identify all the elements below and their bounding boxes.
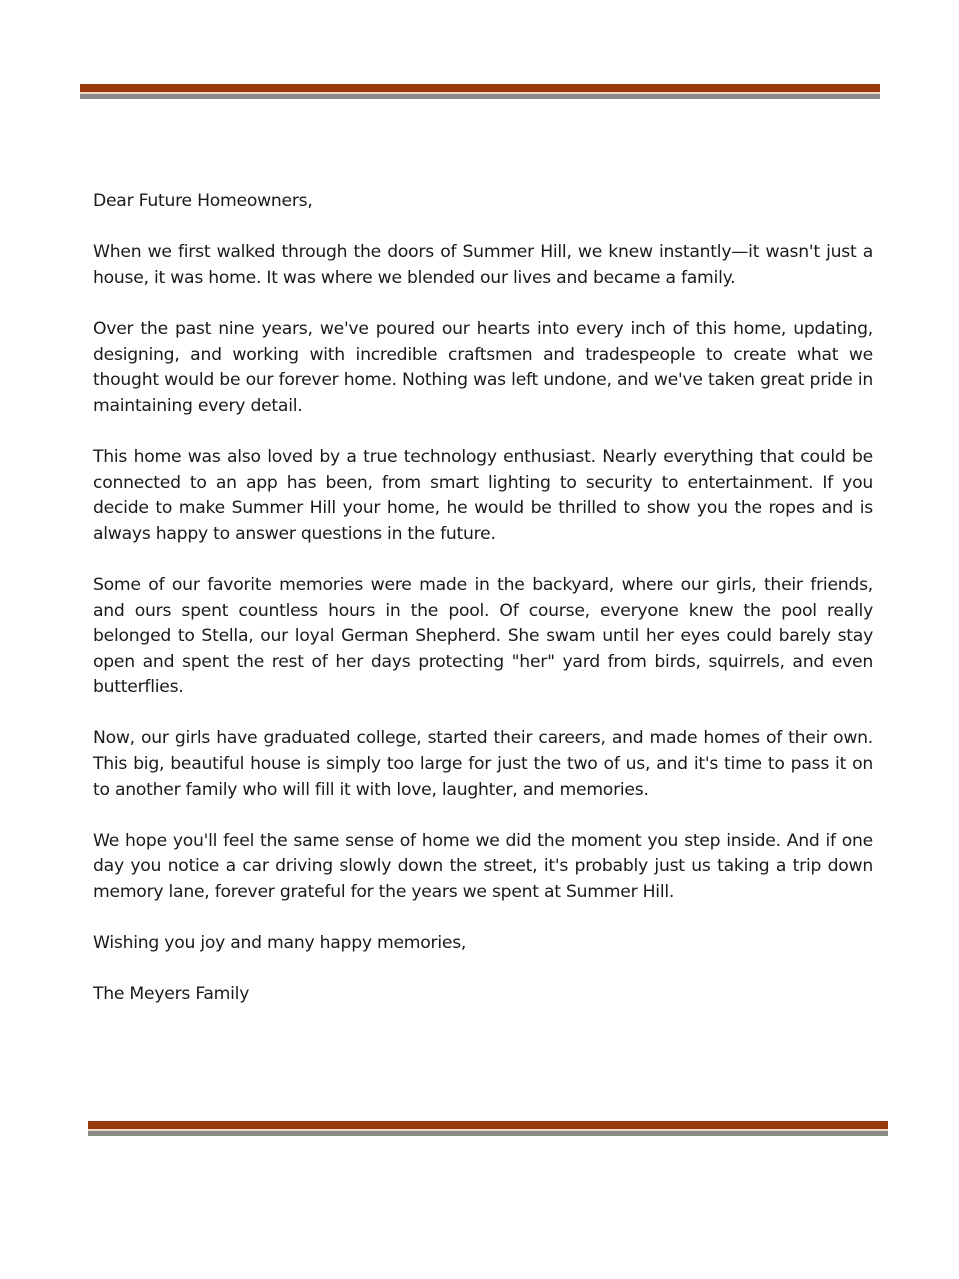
bottom-rule-gray-bar bbox=[88, 1131, 888, 1136]
signature: The Meyers Family bbox=[93, 984, 250, 1005]
top-decorative-rule bbox=[80, 84, 880, 99]
top-rule-accent-bar bbox=[80, 84, 880, 92]
bottom-rule-accent-bar bbox=[88, 1121, 888, 1129]
paragraph-3: This home was also loved by a true technology enthusiast. Nearly everything that could be connected to an app has been, from smart lighting to security to entertainment. If you decide to make Summer Hill your home, he would be thrilled to show you the ropes and is always happy to answer questions in the future. bbox=[93, 446, 873, 544]
closing: Wishing you joy and many happy memories, bbox=[93, 933, 467, 954]
letter-body bbox=[93, 189, 873, 1034]
top-rule-gray-bar bbox=[80, 94, 880, 99]
paragraph-5: Now, our girls have graduated college, started their careers, and made homes of their own. This big, beautiful house is simply too large for just the two of us, and it's time to pass it on to another family who will fill it with love, laughter, and memories. bbox=[93, 728, 873, 800]
paragraph-2: Over the past nine years, we've poured our hearts into every inch of this home, updating, designing, and working with incredible craftsmen and tradespeople to create what we thought would be our forever home. Nothing was left undone, and we've taken great pride in maintaining every detail. bbox=[93, 318, 873, 416]
paragraph-4: Some of our favorite memories were made in the backyard, where our girls, their friends, and ours spent countless hours in the pool. Of course, everyone knew the pool really belonged to Stella, our loyal German Shepherd. She swam until her eyes could barely stay open and spent the rest of her days protecting "her" yard from birds, squirrels, and even butterflies. bbox=[93, 574, 873, 698]
salutation: Dear Future Homeowners, bbox=[93, 191, 313, 211]
paragraph-6: We hope you'll feel the same sense of home we did the moment you step inside. And if one day you notice a car driving slowly down the street, it's probably just us taking a trip down memory lane, forever grateful for the years we spent at Summer Hill. bbox=[93, 830, 873, 903]
paragraph-1: When we first walked through the doors of Summer Hill, we knew instantly—it wasn't just a house, it was home. It was where we blended our lives and became a family. bbox=[93, 242, 873, 288]
bottom-decorative-rule bbox=[88, 1121, 888, 1136]
